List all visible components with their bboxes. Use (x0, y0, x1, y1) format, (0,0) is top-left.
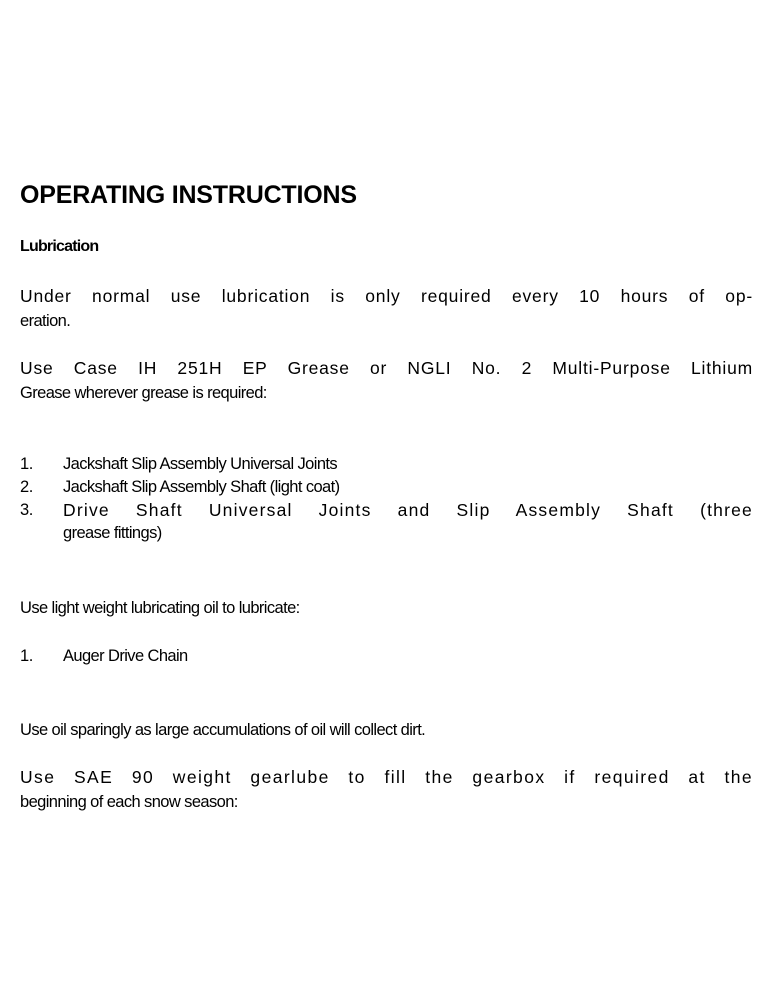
paragraph-line: Under normal use lubrication is only required every 10 hours of op- (20, 286, 753, 306)
list-number: 1. (20, 647, 33, 665)
list-text (63, 499, 753, 545)
list-text-line: grease fittings) (63, 524, 162, 542)
section-heading-lubrication: Lubrication (20, 238, 99, 255)
paragraph-line: beginning of each snow season: (20, 793, 238, 811)
paragraph-oil-intro (20, 596, 753, 621)
paragraph-line: eration. (20, 312, 71, 330)
list-text: Jackshaft Slip Assembly Shaft (light coat) (63, 478, 340, 496)
list-text: Auger Drive Chain (63, 647, 188, 665)
paragraph-gearlube (20, 765, 753, 815)
list-number: 2. (20, 478, 33, 496)
paragraph-oil-caution (20, 718, 753, 743)
paragraph-line: Use oil sparingly as large accumulations of oil will collect dirt. (20, 721, 426, 739)
paragraph-grease-type (20, 356, 753, 406)
list-text: Jackshaft Slip Assembly Universal Joints (63, 455, 338, 473)
list-number: 1. (20, 455, 33, 473)
list-text-line: Drive Shaft Universal Joints and Slip Assembly Shaft (three (63, 500, 753, 520)
paragraph-line: Use Case IH 251H EP Grease or NGLI No. 2 Multi-Purpose Lithium (20, 358, 753, 378)
list-number: 3. (20, 501, 33, 519)
paragraph-line: Use light weight lubricating oil to lubricate: (20, 599, 300, 617)
page-title: OPERATING INSTRUCTIONS (20, 181, 357, 209)
paragraph-line: Use SAE 90 weight gearlube to fill the gearbox if required at the (20, 767, 753, 787)
paragraph-line: Grease wherever grease is required: (20, 384, 267, 402)
paragraph-lubrication-interval (20, 284, 753, 334)
